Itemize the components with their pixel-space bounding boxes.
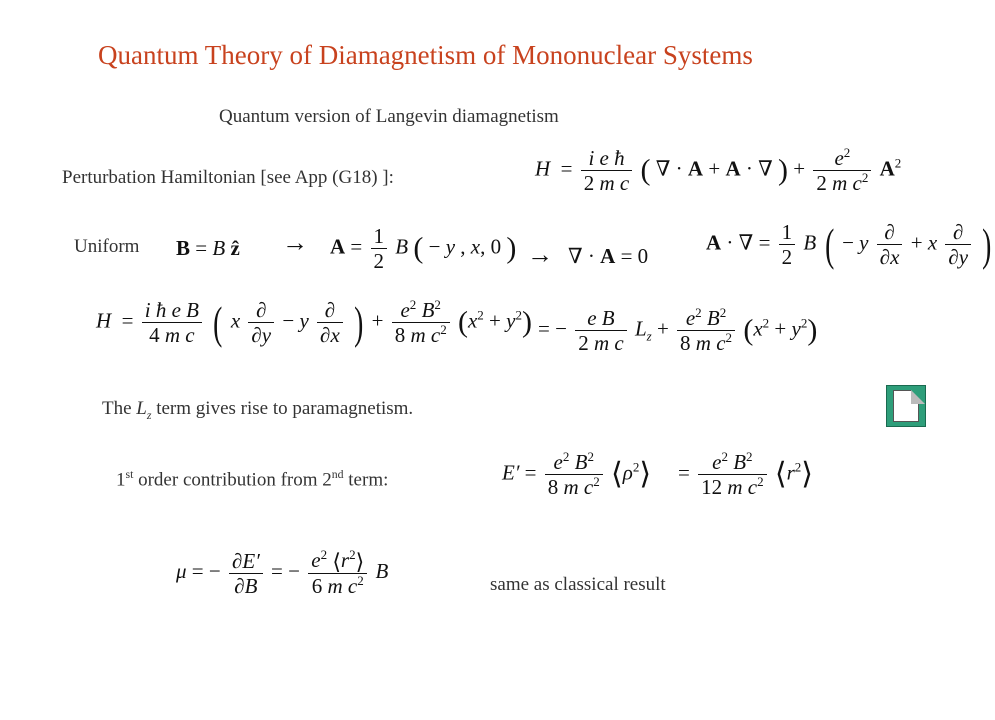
magnetic-moment-equation: μ = − $\frac{\partial E'}{\partial B}$ = − $\frac{e^2 ⟨r^2⟩}{6 m c^2}$ B [176, 547, 389, 599]
arrow-icon: → [282, 228, 308, 257]
hamiltonian-equation: H = $\frac{\text{i e ħ}}{\text{2 m c}}$ ( ∇ · A + A · ∇ ) + $\frac{e^2}{2 m c^2}$ $A^2$ [535, 145, 902, 196]
divergence-equation: ∇ · A = 0 [568, 244, 649, 268]
classical-result-note: same as classical result [490, 574, 666, 595]
uniform-label: Uniform [74, 236, 140, 257]
lz-paramagnetism-note: The $L_z$ term gives rise to paramagnetism. [102, 398, 414, 422]
perturbation-label: Perturbation Hamiltonian [see App (G18) ]: [62, 167, 394, 188]
slide-subtitle: Quantum version of Langevin diamagnetism [219, 106, 559, 127]
document-icon[interactable] [886, 385, 926, 427]
first-order-label: 1st order contribution from 2nd term: [116, 468, 389, 491]
hamiltonian-expanded-equation: H = $\frac{\text{i ħ e B}}{\text{4 m c}}$ ( x $\frac{\partial}{\partial y}$ − y $\frac{\partial}{\partial x}$ ) + $\frac{e^2 B^2}{8 m c^2}$ $(x^2 + y^2)$ [96, 296, 532, 348]
energy-correction-equation: E′ = $\frac{e^2 B^2}{8 m c^2}$ $⟨\rho^2⟩$ [502, 449, 652, 500]
arrow-icon-2: → [527, 240, 553, 269]
a-dot-nabla-equation: A · ∇ = $\frac{1}{2}$ B ( − y $\frac{\partial}{\partial x}$ + x $\frac{\partial}{\partial y}$ ) [706, 218, 992, 270]
energy-correction-r-equation: = $\frac{e^2 B^2}{12 m c^2}$ $⟨r^2⟩$ [678, 449, 813, 500]
slide-title: Quantum Theory of Diamagnetism of Mononuclear Systems [98, 40, 753, 70]
uniform-field-equation: B = B ẑ [176, 236, 240, 260]
vector-potential-equation: A = $\frac{1}{2}$ B ( − y , x, 0 ) [330, 224, 517, 274]
hamiltonian-lz-equation: = − $\frac{\text{e B}}{\text{2 m c}}$ $L_z$ + $\frac{e^2 B^2}{8 m c^2}$ $(x^2 + y^2)$ [538, 305, 818, 356]
